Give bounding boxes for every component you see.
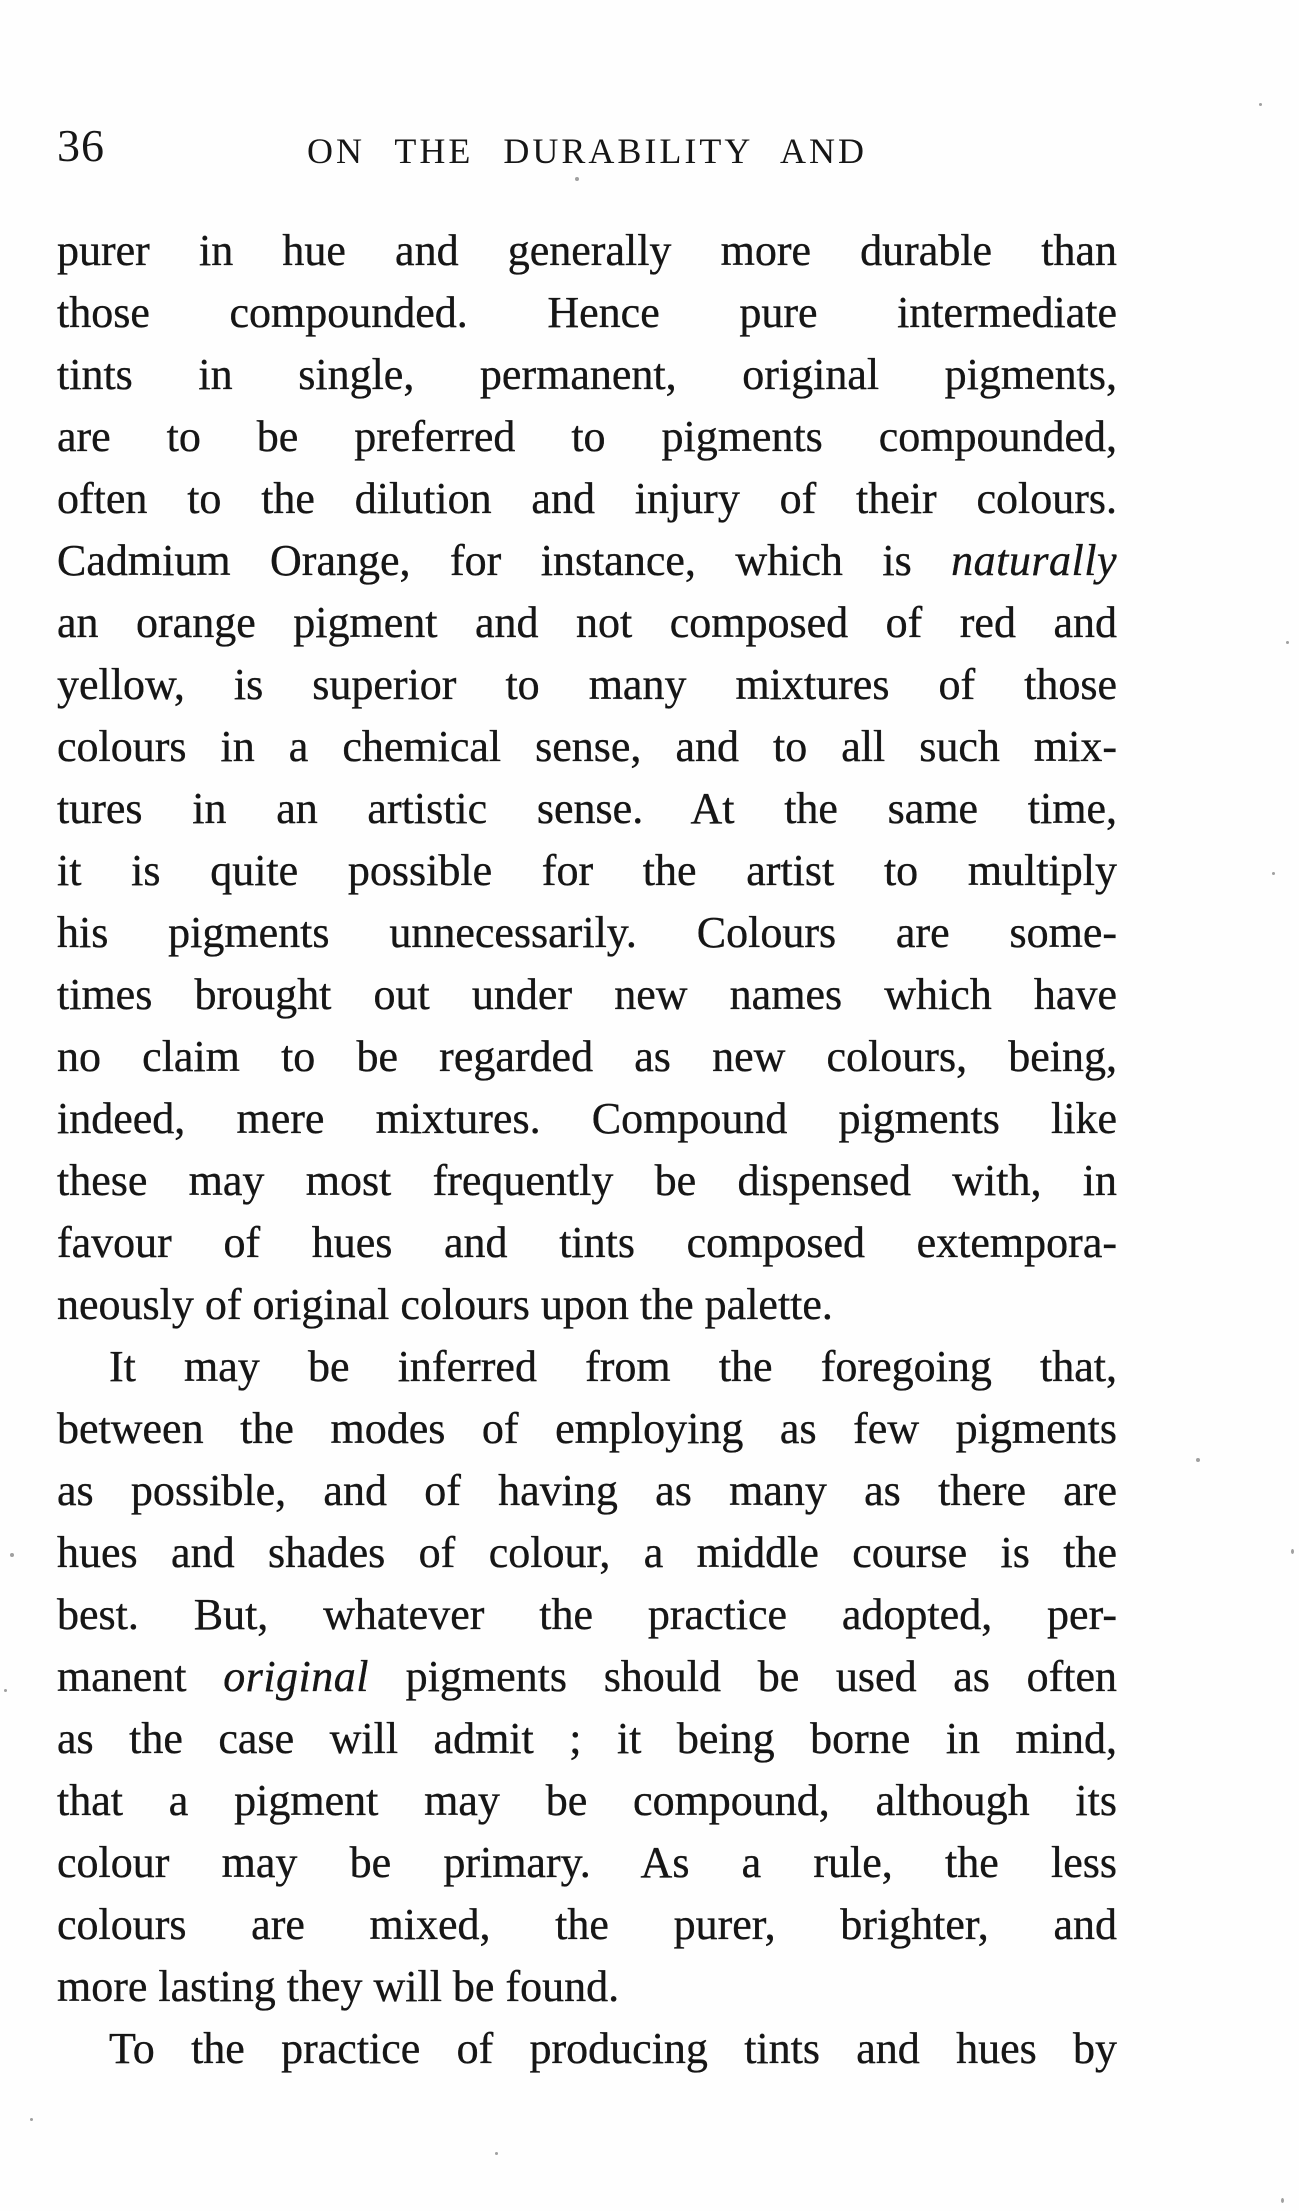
text-segment: colour may be primary. As a rule, the less [57, 1838, 1117, 1887]
text-segment: neously of original colours upon the palette. [57, 1280, 833, 1329]
scan-speck [30, 2118, 33, 2121]
text-line [57, 406, 1117, 468]
text-segment: often to the dilution and injury of their colours. [57, 474, 1117, 523]
text-line [57, 1460, 1117, 1522]
text-segment: favour of hues and tints composed extempora- [57, 1218, 1117, 1267]
scan-speck [1286, 641, 1289, 644]
italic-word: naturally [951, 536, 1117, 585]
text-line [57, 530, 1117, 592]
text-line [57, 1088, 1117, 1150]
text-segment: pigments should be used as often [369, 1652, 1117, 1701]
text-segment: it is quite possible for the artist to multiply [57, 846, 1117, 895]
text-line [57, 1026, 1117, 1088]
text-line [57, 1770, 1117, 1832]
text-segment: those compounded. Hence pure intermediate [57, 288, 1117, 337]
text-line [57, 220, 1117, 282]
text-segment: Cadmium Orange, for instance, which is [57, 536, 952, 585]
text-line [57, 1956, 1117, 2018]
text-segment: hues and shades of colour, a middle course is the [57, 1528, 1117, 1577]
scan-speck [1281, 2198, 1284, 2203]
text-line [57, 282, 1117, 344]
text-line [57, 1336, 1117, 1398]
text-segment: purer in hue and generally more durable than [57, 226, 1117, 275]
text-line [57, 840, 1117, 902]
text-line [57, 1584, 1117, 1646]
text-line [57, 1522, 1117, 1584]
text-line [57, 468, 1117, 530]
scan-speck [4, 1689, 7, 1692]
scan-speck [575, 177, 579, 181]
text-line [57, 592, 1117, 654]
text-line [57, 778, 1117, 840]
text-segment: these may most frequently be dispensed with, in [57, 1156, 1117, 1205]
text-line [57, 1274, 1117, 1336]
text-segment: It may be inferred from the foregoing that, [109, 1342, 1117, 1391]
text-segment: colours in a chemical sense, and to all such mix- [57, 722, 1117, 771]
scan-speck [1196, 1458, 1200, 1462]
text-segment: between the modes of employing as few pigments [57, 1404, 1117, 1453]
text-segment: indeed, mere mixtures. Compound pigments like [57, 1094, 1117, 1143]
text-segment: that a pigment may be compound, although its [57, 1776, 1117, 1825]
text-line [57, 1398, 1117, 1460]
text-segment: are to be preferred to pigments compounded, [57, 412, 1117, 461]
scan-speck [1291, 1549, 1294, 1554]
text-segment: To the practice of producing tints and hues by [109, 2024, 1117, 2073]
text-line [57, 1832, 1117, 1894]
running-header: ON THE DURABILITY AND [307, 131, 867, 171]
text-segment: no claim to be regarded as new colours, being, [57, 1032, 1117, 1081]
text-block [57, 220, 1117, 2080]
scan-speck [10, 1553, 14, 1557]
text-segment: more lasting they will be found. [57, 1962, 620, 2011]
text-segment: colours are mixed, the purer, brighter, and [57, 1900, 1117, 1949]
text-segment: an orange pigment and not composed of red and [57, 598, 1117, 647]
text-line [57, 902, 1117, 964]
text-segment: tints in single, permanent, original pigments, [57, 350, 1117, 399]
text-line [57, 654, 1117, 716]
text-segment: as possible, and of having as many as there are [57, 1466, 1117, 1515]
text-segment: yellow, is superior to many mixtures of those [57, 660, 1117, 709]
text-line [57, 1894, 1117, 1956]
text-line [57, 1708, 1117, 1770]
italic-word: original [223, 1652, 369, 1701]
text-segment: his pigments unnecessarily. Colours are some- [57, 908, 1117, 957]
text-line [57, 344, 1117, 406]
text-segment: manent [57, 1652, 224, 1701]
scan-speck [1259, 103, 1262, 106]
page-number: 36 [57, 120, 105, 171]
text-segment: times brought out under new names which have [57, 970, 1117, 1019]
scan-speck [1272, 872, 1275, 875]
page-header [57, 118, 1117, 174]
text-line [57, 1646, 1117, 1708]
scan-speck [495, 2152, 498, 2155]
text-line [57, 2018, 1117, 2080]
text-segment: tures in an artistic sense. At the same time, [57, 784, 1117, 833]
text-line [57, 716, 1117, 778]
text-segment: best. But, whatever the practice adopted, per- [57, 1590, 1117, 1639]
text-line [57, 964, 1117, 1026]
text-line [57, 1150, 1117, 1212]
text-line [57, 1212, 1117, 1274]
text-segment: as the case will admit ; it being borne in mind, [57, 1714, 1117, 1763]
